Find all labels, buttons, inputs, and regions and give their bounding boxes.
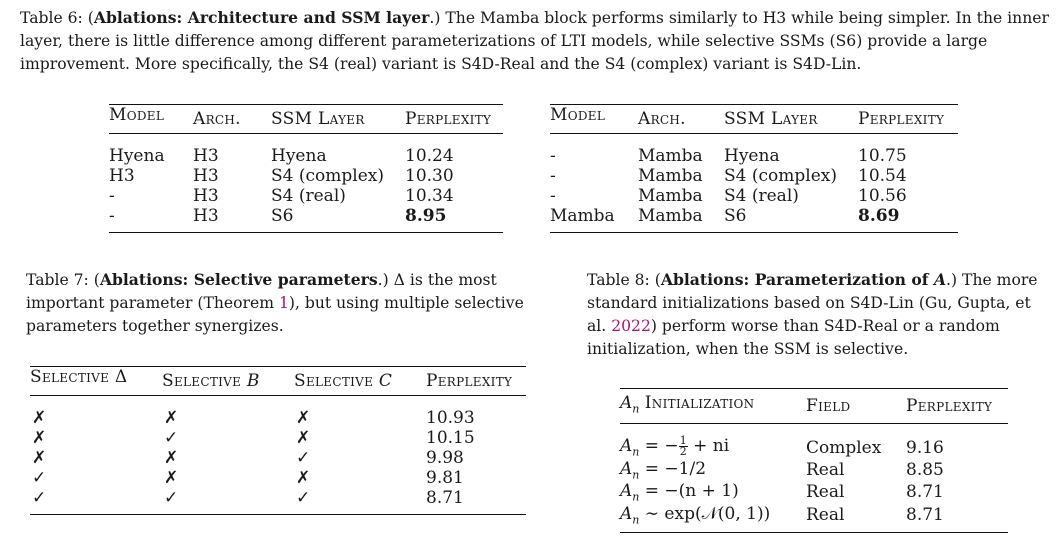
cell: 9.81	[426, 468, 464, 488]
cell-best: 8.95	[405, 206, 503, 233]
table-row	[620, 459, 1008, 481]
check-icon: ✓	[294, 488, 426, 515]
cell: Mamba	[638, 206, 724, 233]
table6-caption: Table 6: (Ablations: Architecture and SSM layer.) The Mamba block performs similarly to H3 while being simpler. In the inner layer, there is little difference among different parameterizations of LTI models, while selective SSMs (S6) provide a large improvement. More specifically, the S4 (real) variant is S4D-Real and the S4 (complex) variant is S4D-Lin.	[20, 8, 1049, 73]
cross-icon: ✗	[296, 428, 311, 448]
cross-icon: ✗	[296, 468, 311, 488]
init-expr: $A_n = -1/2$	[620, 458, 707, 482]
check-icon: ✓	[296, 448, 311, 468]
cell: S6	[724, 206, 858, 233]
table8-caption: Table 8: (Ablations: Parameterization of A.) The more standard initializations based on S4D-Lin (Gu, Gupta, et al. 2022) perform worse than S4D-Real or a random initialization, when the SSM is selective.	[587, 270, 1038, 358]
table-row	[109, 166, 503, 186]
table7	[30, 366, 526, 515]
table-row	[30, 488, 526, 515]
cell: Hyena	[724, 146, 780, 166]
cross-icon: ✗	[164, 468, 179, 488]
cell: 9.16	[906, 437, 944, 458]
cell: 10.54	[858, 166, 907, 186]
table-row	[109, 186, 503, 206]
header-field: Field	[806, 389, 906, 424]
table-row	[550, 206, 958, 233]
cell: -	[109, 206, 193, 233]
table6-left	[109, 104, 503, 233]
cell: -	[550, 186, 556, 206]
cell: -	[550, 166, 556, 186]
init-expr: $A_n = -(n + 1)$	[620, 481, 739, 504]
header-perplexity: Perplexity	[426, 367, 526, 396]
header-perplexity: Perplexity	[906, 389, 1008, 424]
table-row	[30, 396, 526, 429]
header-selective-delta: Selective Δ	[30, 367, 162, 396]
check-icon: ✓	[30, 488, 162, 515]
cell: H3	[193, 146, 219, 166]
cell: Hyena	[109, 146, 165, 166]
cell: 9.98	[426, 448, 464, 468]
cell: S4 (complex)	[271, 166, 384, 186]
cell: S4 (complex)	[724, 166, 837, 186]
cross-icon: ✗	[164, 408, 179, 428]
cell: 10.93	[426, 408, 475, 428]
table-row	[550, 134, 958, 167]
cell: 10.30	[405, 166, 454, 186]
check-icon: ✓	[32, 468, 47, 488]
cell: Mamba	[638, 186, 703, 206]
table-row	[550, 186, 958, 206]
table-row	[109, 206, 503, 233]
cell: -	[109, 186, 115, 206]
cell: S4 (real)	[724, 186, 799, 206]
citation-link[interactable]: 2022	[611, 317, 651, 335]
header-model: Model	[550, 105, 638, 134]
table-row	[30, 448, 526, 468]
header-ssm-layer: SSM Layer	[724, 105, 858, 134]
cell: 8.71	[906, 504, 1008, 533]
cell-best: 8.69	[858, 206, 958, 233]
cell: 10.24	[405, 146, 454, 166]
cross-icon: ✗	[32, 448, 47, 468]
cell: Real	[806, 504, 906, 533]
cell: Mamba	[638, 146, 703, 166]
check-icon: ✓	[164, 428, 179, 448]
cell: Mamba	[638, 166, 703, 186]
header-perplexity: Perplexity	[405, 105, 503, 134]
table-row	[30, 468, 526, 488]
header-arch: Arch.	[638, 105, 724, 134]
cross-icon: ✗	[164, 448, 179, 468]
cell: Mamba	[550, 206, 638, 233]
table8	[620, 388, 1008, 533]
theorem-link[interactable]: 1	[278, 294, 289, 312]
header-model: Model	[109, 105, 193, 134]
header-arch: Arch.	[193, 105, 271, 134]
table-row	[620, 504, 1008, 533]
header-selective-b: Selective B	[162, 367, 294, 396]
cross-icon: ✗	[296, 408, 311, 428]
table7-caption: Table 7: (Ablations: Selective parameters.) Δ is the most important parameter (Theorem 1), but using multiple selective parameters together synergizes.	[26, 270, 524, 335]
cell: 8.85	[906, 459, 944, 480]
cell: H3	[193, 206, 271, 233]
cell: H3	[109, 166, 135, 186]
cell: Real	[806, 459, 845, 480]
table-row	[30, 428, 526, 448]
header-perplexity: Perplexity	[858, 105, 958, 134]
table-row	[550, 166, 958, 186]
cell: Real	[806, 482, 845, 503]
table-row	[620, 481, 1008, 503]
header-selective-c: Selective C	[294, 367, 426, 396]
cell: 10.15	[426, 428, 475, 448]
cross-icon: ✗	[32, 408, 47, 428]
check-icon: ✓	[162, 488, 294, 515]
init-expr: $A_n$ = − $\frac{1}{2}$ + ni	[620, 434, 730, 459]
cell: 8.71	[906, 482, 944, 503]
table-row	[109, 134, 503, 167]
init-expr: $A_n$ ∼ exp(𝒩(0, 1))	[620, 504, 806, 533]
cell: S4 (real)	[271, 186, 346, 206]
table6-right	[550, 104, 958, 233]
fraction: $\frac{1}{2}$	[679, 434, 687, 459]
cell: H3	[193, 166, 219, 186]
header-initialization: $A_n$ Initialization	[620, 389, 806, 424]
cell: -	[550, 146, 556, 166]
cell: Complex	[806, 437, 882, 458]
cell: 10.34	[405, 186, 454, 206]
cell: 8.71	[426, 488, 526, 515]
cell: 10.56	[858, 186, 907, 206]
cross-icon: ✗	[32, 428, 47, 448]
cell: S6	[271, 206, 405, 233]
cell: 10.75	[858, 146, 907, 166]
cell: Hyena	[271, 146, 327, 166]
table-row	[620, 424, 1008, 459]
header-ssm-layer: SSM Layer	[271, 105, 405, 134]
cell: H3	[193, 186, 219, 206]
